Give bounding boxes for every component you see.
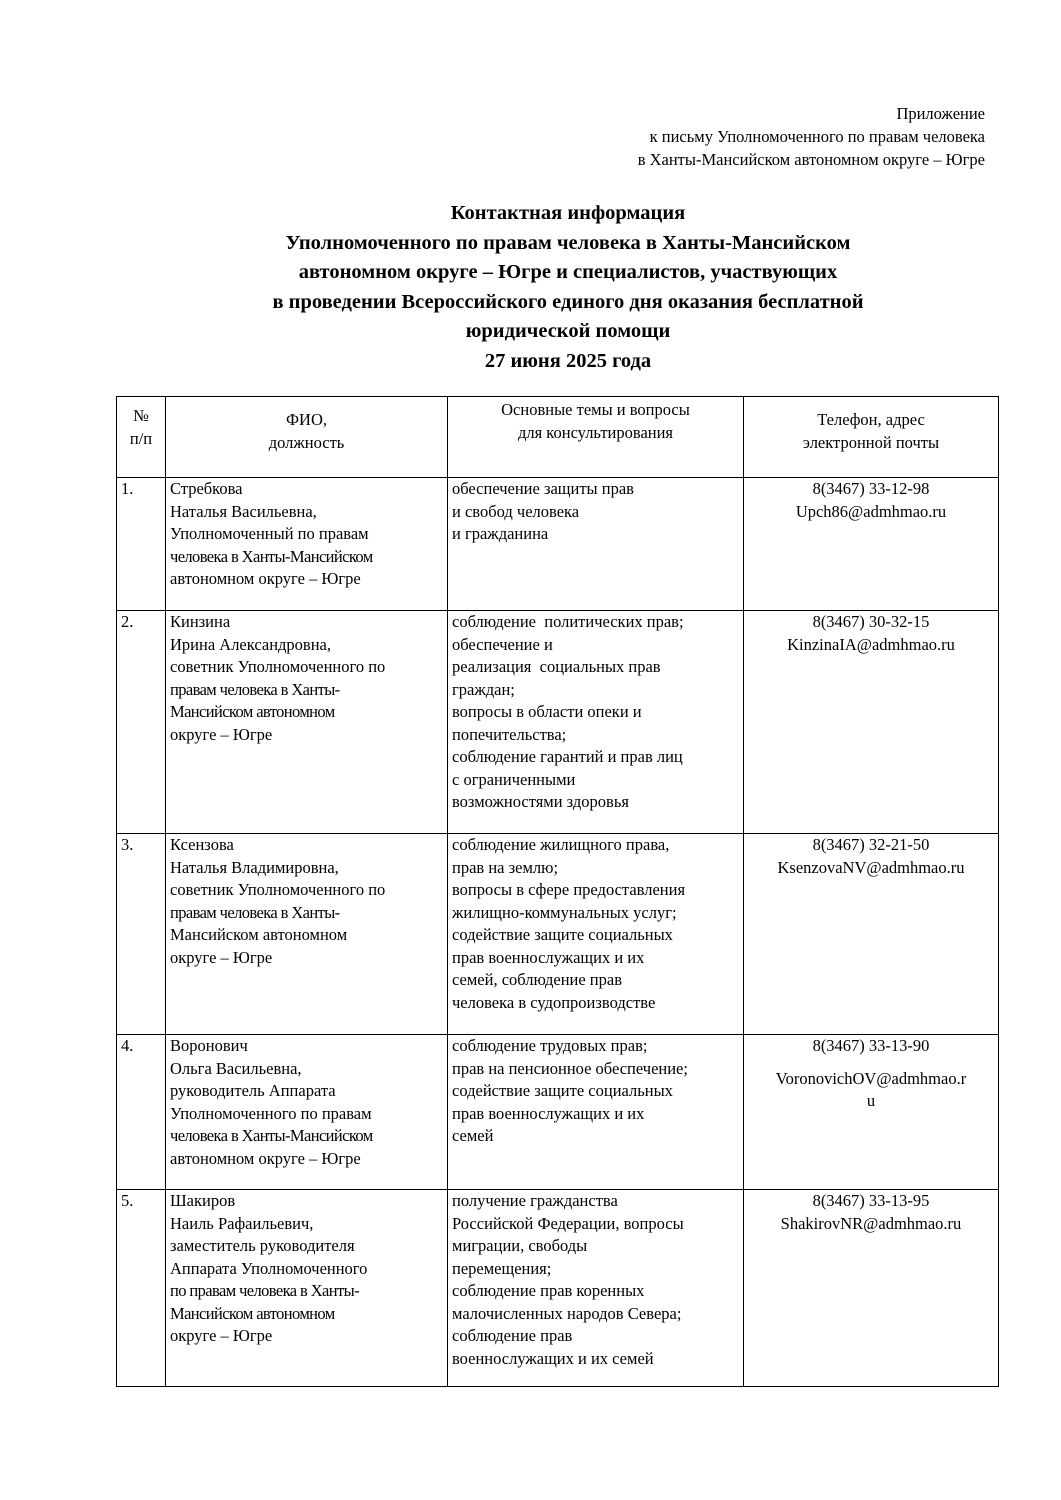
appendix-header — [638, 102, 985, 171]
topic-line: соблюдение трудовых прав; — [452, 1036, 648, 1055]
person-position: округе – Югре — [170, 1326, 273, 1345]
email-link[interactable]: ShakirovNR@admhmao.ru — [780, 1213, 962, 1233]
spacer — [748, 1058, 994, 1068]
contact-cell — [744, 1035, 999, 1190]
topic-line: и свобод человека — [452, 501, 580, 521]
topics-cell — [448, 1190, 744, 1387]
person-cell — [166, 1035, 448, 1190]
phone-number: 8(3467) 30-32-15 — [812, 612, 930, 631]
person-name: Наталья Васильевна, — [170, 501, 317, 521]
person-position: правам человека в Ханты- — [170, 679, 340, 699]
row-number: 2. — [117, 611, 166, 834]
table-row — [117, 834, 999, 1035]
topic-line: прав на землю; — [452, 857, 559, 877]
row-number: 1. — [117, 478, 166, 611]
person-position: советник Уполномоченного по — [170, 657, 386, 676]
title-line: юридической помощи — [465, 320, 671, 342]
appendix-line: Приложение — [896, 104, 985, 123]
person-position: Уполномоченный по правам — [170, 524, 369, 543]
person-surname: Кинзина — [170, 612, 231, 631]
topic-line: обеспечение и — [452, 634, 553, 654]
topic-line: жилищно-коммунальных услуг; — [452, 902, 677, 922]
person-position: правам человека в Ханты- — [170, 902, 340, 922]
header-topics — [448, 397, 744, 478]
topic-line: человека в судопроизводстве — [452, 992, 656, 1012]
person-cell — [166, 1190, 448, 1387]
person-position: автономном округе – Югре — [170, 1148, 361, 1168]
person-surname: Ксензова — [170, 835, 234, 854]
person-cell — [166, 834, 448, 1035]
email-link[interactable]: VoronovichOV@admhmao.r — [775, 1068, 967, 1088]
person-position: по правам человека в Ханты- — [170, 1281, 359, 1300]
table-row — [117, 478, 999, 611]
topic-line: семей — [452, 1126, 494, 1145]
person-position: автономном округе – Югре — [170, 569, 361, 588]
person-position: человека в Ханты-Мансийском — [170, 546, 373, 566]
appendix-line: к письму Уполномоченного по правам человека — [649, 127, 985, 146]
person-position: советник Уполномоченного по — [170, 880, 386, 899]
topic-line: возможностями здоровья — [452, 792, 629, 811]
topic-line: соблюдение гарантий и прав лиц — [452, 747, 683, 766]
topic-line: и гражданина — [452, 524, 549, 543]
topic-line: попечительства; — [452, 724, 567, 744]
topics-cell — [448, 611, 744, 834]
row-number: 5. — [117, 1190, 166, 1387]
person-name: Наталья Владимировна, — [170, 857, 339, 877]
topic-line: Российской Федерации, вопросы — [452, 1213, 684, 1233]
email-link[interactable]: Upch86@admhmao.ru — [795, 501, 947, 521]
topics-cell — [448, 478, 744, 611]
topic-line: с ограниченными — [452, 769, 576, 789]
header-contact — [744, 397, 999, 478]
topic-line: прав военнослужащих и их — [452, 1103, 645, 1123]
topic-line: перемещения; — [452, 1258, 552, 1278]
table-row — [117, 1190, 999, 1387]
phone-number: 8(3467) 33-13-95 — [812, 1191, 930, 1210]
header-text: электронной почты — [802, 432, 940, 452]
person-position: Мансийском автономном — [170, 1303, 335, 1323]
document-title — [110, 199, 1026, 376]
table-row — [117, 1035, 999, 1190]
phone-number: 8(3467) 33-12-98 — [812, 479, 930, 498]
person-name: Ольга Васильевна, — [170, 1058, 302, 1078]
row-number: 4. — [117, 1035, 166, 1190]
title-line: в проведении Всероссийского единого дня оказания бесплатной — [272, 290, 864, 313]
contact-cell — [744, 1190, 999, 1387]
header-num — [117, 397, 166, 478]
person-position: округе – Югре — [170, 724, 273, 744]
person-position: Уполномоченного по правам — [170, 1103, 372, 1123]
person-cell — [166, 611, 448, 834]
topics-cell — [448, 1035, 744, 1190]
person-surname: Стребкова — [170, 479, 243, 498]
title-line: автономном округе – Югре и специалистов, участвующих — [298, 261, 838, 283]
topic-line: соблюдение политических прав; — [452, 612, 684, 631]
appendix-line: в Ханты-Мансийском автономном округе – Югре — [637, 150, 985, 169]
topic-line: обеспечение защиты прав — [452, 479, 634, 498]
topic-line: прав военнослужащих и их — [452, 947, 645, 967]
title-line: Уполномоченного по правам человека в Ханты-Мансийском — [285, 231, 851, 254]
topic-line: получение гражданства — [452, 1191, 618, 1210]
topic-line: миграции, свободы — [452, 1236, 588, 1255]
topic-line: вопросы в области опеки и — [452, 702, 642, 721]
topic-line: малочисленных народов Севера; — [452, 1303, 682, 1323]
person-position: округе – Югре — [170, 947, 273, 967]
header-fio — [166, 397, 448, 478]
topic-line: соблюдение прав — [452, 1326, 573, 1345]
person-surname: Шакиров — [170, 1191, 236, 1210]
header-text: должность — [268, 432, 345, 452]
person-position: человека в Ханты-Мансийском — [170, 1126, 373, 1145]
contact-cell — [744, 478, 999, 611]
topic-line: соблюдение прав коренных — [452, 1281, 645, 1300]
person-position: Мансийском автономном — [170, 925, 348, 944]
phone-number: 8(3467) 33-13-90 — [812, 1036, 930, 1055]
topic-line: граждан; — [452, 679, 515, 699]
contact-cell — [744, 834, 999, 1035]
topic-line: содействие защите социальных — [452, 925, 673, 944]
person-name: Наиль Рафаильевич, — [170, 1213, 314, 1233]
person-position: Мансийском автономном — [170, 702, 335, 721]
person-name: Ирина Александровна, — [170, 634, 331, 654]
topic-line: семей, соблюдение прав — [452, 970, 622, 989]
email-link-continuation[interactable]: u — [866, 1091, 876, 1110]
topic-line: реализация социальных прав — [452, 657, 661, 676]
person-position: руководитель Аппарата — [170, 1081, 336, 1100]
table-row — [117, 611, 999, 834]
email-link[interactable]: KsenzovaNV@admhmao.ru — [777, 857, 965, 877]
table-header-row — [117, 397, 999, 478]
topic-line: прав на пенсионное обеспечение; — [452, 1058, 688, 1078]
row-number: 3. — [117, 834, 166, 1035]
person-surname: Воронович — [170, 1036, 248, 1055]
header-text: Основные темы и вопросы — [501, 400, 690, 419]
contact-cell — [744, 611, 999, 834]
title-line: 27 июня 2025 года — [484, 349, 652, 372]
topic-line: вопросы в сфере предоставления — [452, 880, 686, 899]
phone-number: 8(3467) 32-21-50 — [812, 835, 930, 854]
topic-line: военнослужащих и их семей — [452, 1348, 654, 1368]
topic-line: соблюдение жилищного права, — [452, 835, 670, 854]
header-text: п/п — [129, 428, 153, 448]
header-text: ФИО, — [286, 410, 327, 429]
person-position: заместитель руководителя — [170, 1236, 355, 1255]
topic-line: содействие защите социальных — [452, 1081, 673, 1100]
header-text: для консультирования — [517, 422, 674, 442]
contacts-table — [116, 396, 999, 1387]
email-link[interactable]: KinzinaIA@admhmao.ru — [787, 634, 955, 654]
title-line: Контактная информация — [450, 202, 686, 224]
person-position: Аппарата Уполномоченного — [170, 1258, 368, 1278]
header-text: № — [133, 406, 149, 425]
person-cell — [166, 478, 448, 611]
header-text: Телефон, адрес — [817, 410, 925, 429]
topics-cell — [448, 834, 744, 1035]
